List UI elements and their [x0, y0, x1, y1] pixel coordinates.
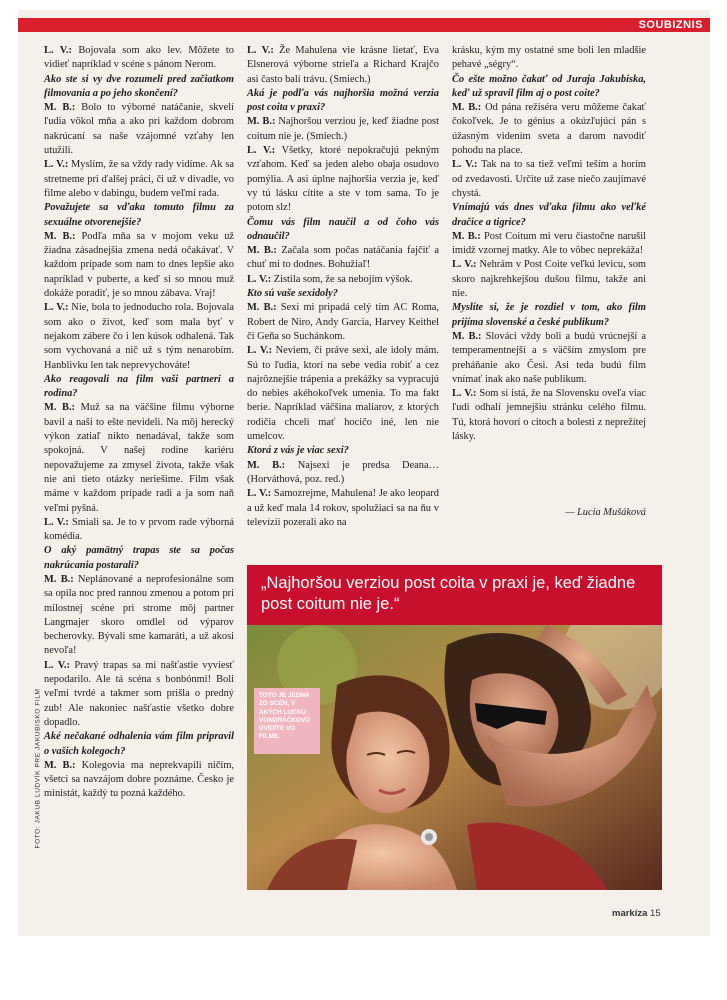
interview-question: Považujete sa vďaka tomuto filmu za sexuálne otvorenejšie? [44, 202, 234, 228]
speaker-initials: L. V.: [452, 388, 477, 400]
answer-text: Začala som počas natáčania fajčiť a chuť mi to dodnes. Bohužiaľ! [247, 245, 439, 271]
article-column-3 [452, 44, 646, 444]
interview-question: Čomu vás film naučil a od čoho vás odnaučil? [247, 216, 439, 242]
answer-text: Najhoršou verziou je, keď žiadne post coitum nie je. (Smiech.) [247, 116, 439, 142]
interview-answer [452, 330, 646, 387]
interview-question: Čo ešte možno čakať od Juraja Jakubiska, keď už spravil film aj o post coite? [452, 73, 646, 99]
interview-answer [44, 44, 234, 73]
speaker-initials: L. V.: [44, 659, 70, 671]
answer-text: Samozrejme, Mahulena! Je ako leopard a už keď mala 14 rokov, spolužiaci sa na ňu v televízii pozerali ako na [247, 488, 439, 528]
interview-answer [452, 387, 646, 444]
article-column-1 [44, 44, 234, 802]
answer-text: Kolegovia ma neprekvapili ničím, všetci sa navzájom dobre poznáme. Česko je ministát, každý tu pozná každého. [44, 759, 234, 800]
magazine-brand: markíza [612, 908, 648, 919]
answer-text: Smiali sa. Je to v prvom rade výborná komédia. [44, 516, 234, 543]
interview-question: Ako reagovali na film vaši partneri a rodina? [44, 373, 234, 400]
page-footer [612, 908, 661, 919]
answer-text: Neplánované a neprofesionálne som sa opila noc pred rannou zmenou a potom pri milostnej scéne pri strome môj partner Langmajer skoro omdlel od výparov becherovky. Bývali sme kamaráti, a už akosi nevoľa! [44, 573, 234, 657]
answer-text: Neviem, či práve sexi, ale idoly mám. Sú to ľudia, ktorí na sebe vedia robiť a cez najrôznejšie trápenia a prekážky sa vypracujú do nebies akéhokoľvek umenia. To ma fakt berie. Napríklad väčšina maliarov, z ktorých rodičia chceli mať hocičo iné, len nie umelcov. [247, 345, 439, 443]
interview-answer [452, 101, 646, 158]
answer-text: Podľa mňa sa v mojom veku už žiadna zásadnejšia zmena nedá očakávať. V každom prípade som nam to dnes lepšie ako napríklad v puberte, a keď si so mnou muž dokáže poradiť, je so mnou zábava. Vraj! [44, 230, 234, 300]
answer-text: Od pána režiséra veru môžeme čakať čokoľvek. Je to génius a okúzľujúci pán s úžasným videním sveta a darom navodiť pohodu na place. [452, 102, 646, 157]
answer-text: Zistila som, že sa nebojím výšok. [271, 273, 413, 285]
interview-answer [44, 101, 234, 158]
speaker-initials: M. B.: [452, 330, 482, 342]
film-still-illustration [247, 625, 662, 890]
film-still-photo [247, 625, 662, 890]
speaker-initials: M. B.: [44, 573, 74, 585]
interview-answer [44, 230, 234, 301]
answer-text: Všetky, ktoré nepokračujú pekným vzťahom. Keď sa jeden alebo obaja osudovo pomýlia. A asi úplne najhoršia verzia je, keď vy tú lásku cítite a ste v tom sama. To je potom slz! [247, 145, 439, 214]
answer-text: Nehrám v Post Coite veľkú levicu, som skoro najkrehkejšou dušou filmu, takže ani nie. [452, 259, 646, 300]
answer-text: Že Mahulena vie krásne lietať, Eva Elsnerová výborne strieľa a Richard Krajčo asi často balí trávu. (Smiech.) [247, 45, 439, 85]
interview-answer [44, 158, 234, 201]
speaker-initials: L. V.: [247, 345, 273, 357]
speaker-initials: L. V.: [44, 302, 69, 314]
interview-answer [44, 516, 234, 545]
speaker-initials: M. B.: [247, 302, 277, 314]
speaker-initials: L. V.: [44, 159, 69, 171]
speaker-initials: M. B.: [452, 230, 481, 242]
interview-answer [452, 44, 646, 73]
interview-answer [247, 244, 439, 273]
answer-text: Nie, bola to jednoducho rola. Bojovala som ako o život, keď som mala byť v nejakom zábere čo i len kúsok odhalená. Tak som vychovaná a nič už s tým nenarobím. Hanblivku len tak neprevychováte! [44, 302, 234, 371]
speaker-initials: M. B.: [247, 459, 286, 471]
speaker-initials: L. V.: [247, 45, 274, 56]
interview-answer [452, 230, 646, 259]
answer-text: Bolo to výborné natáčanie, skvelí ľudia vôkol mňa a ako pri každom dobrom nakrúcaní sa naše vzájomné vzťahy len utužili. [44, 102, 235, 157]
interview-answer [247, 115, 439, 144]
answer-text: Najsexi je predsa Deana… (Horváthová, poz. red.) [247, 459, 439, 485]
speaker-initials: M. B.: [44, 230, 76, 242]
interview-answer [44, 401, 234, 515]
section-bar [18, 18, 710, 32]
interview-question: Myslíte si, že je rozdiel v tom, ako film prijíma slovenské a české publikum? [452, 302, 646, 328]
speaker-initials: M. B.: [44, 402, 76, 414]
interview-question: Aké nečakané odhalenia vám film pripravil o vašich kolegoch? [44, 731, 234, 757]
answer-text: Myslím, že sa vždy rady vidíme. Ak sa stretneme pri ďalšej práci, či už v divadle, vo filme alebo v dabingu, budem veľmi rada. [44, 159, 234, 199]
interview-answer [44, 301, 234, 372]
author-signature: — Lucia Mušáková [565, 507, 646, 518]
answer-text: Sexi mi pripadá celý tím AC Roma, Robert de Niro, Andy Garcia, Harvey Keithel či Geňa so Suchánkom. [247, 302, 439, 342]
interview-answer [247, 144, 439, 215]
pull-quote: „Najhoršou verziou post coita v praxi je, keď žiadne post coitum nie je.“ [261, 574, 636, 613]
article-column-2 [247, 44, 439, 530]
section-label: SOUBIZNIS [638, 19, 703, 31]
speaker-initials: L. V.: [452, 259, 477, 271]
answer-text: Slováci vždy boli a budú vrúcnejší a temperamentnejší a s väčším zmyslom pre preháňanie ako Česi. Asi teda budú film vnímať inak ako naše publikum. [452, 330, 646, 385]
speaker-initials: M. B.: [247, 245, 277, 257]
answer-text: krásku, kým my ostatné sme boli len mladšie pehavé „ségry“. [452, 45, 646, 71]
interview-answer [247, 487, 439, 530]
answer-text: Pravý trapas sa mi našťastie vyviesť nepodarilo. Ale tá scéna s bonbónmi! Boli veľmi tvrdé a takmer som prišla o predný zub! Ale nakoniec našťastie všetko dobre dopadlo. [44, 659, 234, 728]
speaker-initials: L. V.: [247, 488, 272, 500]
article-signature-block [452, 506, 646, 520]
interview-question: Ako ste si vy dve rozumeli pred začiatkom filmovania a po jeho skončení? [44, 73, 234, 99]
photo-credit-text: FOTO: JAKUB LUDVÍK PRE JAKUBISKO FILM [34, 688, 42, 849]
interview-question: Vnímajú vás dnes vďaka filmu ako veľké dračice a tigrice? [452, 202, 646, 228]
interview-answer [452, 258, 646, 301]
speaker-initials: M. B.: [452, 102, 482, 114]
interview-question: O aký pamätný trapas ste sa počas nakrúcania postarali? [44, 545, 234, 571]
answer-text: Tak na to sa tiež veľmi teším a horím od zvedavosti. Určite už zase niečo zaujímavé chystá. [452, 159, 646, 199]
speaker-initials: L. V.: [44, 45, 72, 56]
interview-question: Ktorá z vás je viac sexi? [247, 445, 349, 457]
answer-text: Muž sa na väčšine filmu výborne bavil a naši to ešte nevideli. Na môj herecký výkon zatiaľ nikto nenadával, takže som spokojná. V našej rodine kariéru nepovažujeme za zmysel života, takže však nie ani tieto otázky neriešime. Film však máme v každom prípade radi a ja som naň veľmi pyšná. [44, 402, 235, 514]
speaker-initials: L. V.: [452, 159, 478, 171]
photo-caption [254, 688, 320, 754]
interview-answer [44, 659, 234, 730]
speaker-initials: L. V.: [44, 516, 69, 528]
interview-answer [452, 158, 646, 201]
photo-credit [31, 560, 43, 850]
photo-caption-text: TOTO JE JEDNA ZO SCÉN, V AKÝCH LUCKU VONDRÁČKOVÚ UVIDÍTE VO FILME. [259, 692, 310, 741]
interview-answer [247, 273, 439, 287]
interview-answer [247, 344, 439, 444]
speaker-initials: M. B.: [247, 116, 276, 128]
interview-question: Kto sú vaše sexidoly? [247, 288, 338, 300]
answer-text: Som si istá, že na Slovensku oveľa viac ľudí odhalí jemnejšiu stránku celého filmu. Tú, ktorá hovorí o citoch a bolesti z neprežitej lásky. [452, 388, 646, 443]
interview-answer [247, 459, 439, 488]
answer-text: Post Coitum mi veru čiastočne narušil imidž vzornej matky. Ale to vôbec neprekáža! [452, 230, 646, 257]
speaker-initials: L. V.: [247, 145, 276, 157]
page-number: 15 [650, 908, 661, 919]
interview-question: Aká je podľa vás najhoršia možná verzia post coita v praxi? [247, 87, 439, 114]
interview-answer [44, 573, 234, 659]
interview-answer [247, 44, 439, 87]
answer-text: Bojovala som ako lev. Môžete to vidieť napríklad v scéne s pánom Nerom. [44, 45, 234, 71]
interview-answer [44, 759, 234, 802]
speaker-initials: M. B.: [44, 102, 76, 114]
speaker-initials: M. B.: [44, 759, 76, 771]
interview-answer [247, 301, 439, 344]
speaker-initials: L. V.: [247, 273, 272, 285]
